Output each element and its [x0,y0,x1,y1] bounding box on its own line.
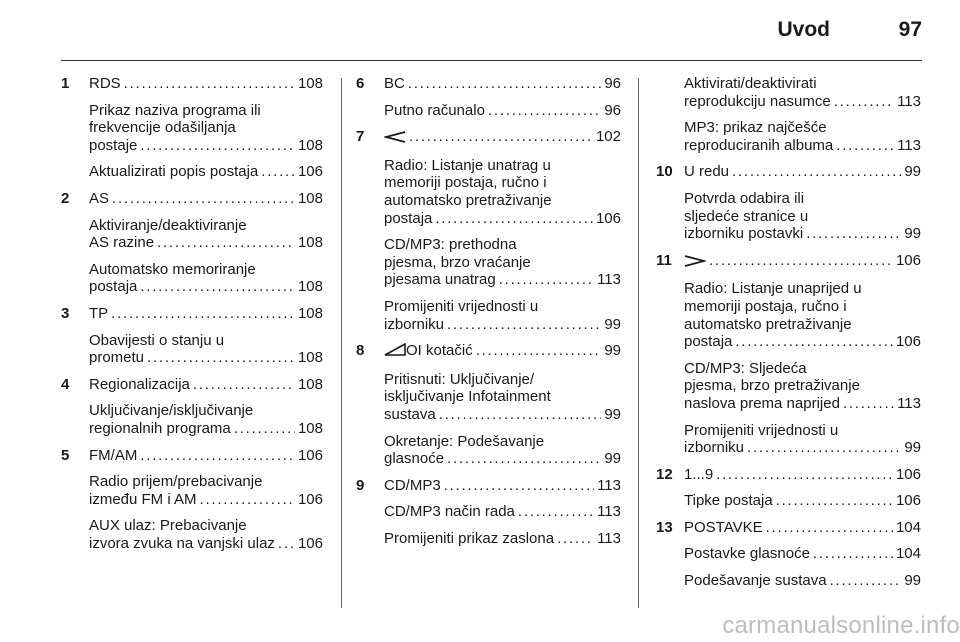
entry-number: 7 [356,128,365,146]
index-item [684,422,921,457]
item-label-text: postaje [89,136,138,154]
index-entry [61,447,323,553]
page-reference[interactable]: 106 [595,209,621,227]
page-reference[interactable]: 96 [604,75,621,92]
item-label-text: TP [89,304,109,322]
page-title: Uvod [777,18,830,41]
item-label [89,75,121,93]
item-label [384,450,444,468]
item-label-text: izborniku postavki [684,225,804,243]
item-row [684,572,921,590]
item-text-line: Pritisnuti: Uključivanje/ [384,370,535,388]
item-row [89,491,323,509]
item-label-text: Putno računalo [384,101,485,119]
index-item [89,217,323,252]
item-text-line: Aktiviranje/deaktiviranje [89,216,247,234]
item-label-text: Postavke glasnoće [684,545,810,563]
index-column-2 [356,75,621,556]
dot-leader [557,530,594,548]
page-reference[interactable]: 104 [895,545,921,563]
item-label [89,535,275,553]
item-label-text: U redu [684,163,730,181]
item-label [684,466,713,484]
index-item [384,342,621,362]
index-item [384,503,621,521]
page-reference[interactable]: 108 [297,375,323,393]
item-label-text: AS [89,189,110,207]
dot-leader [776,492,893,510]
dot-leader [488,102,601,120]
volume-icon [384,343,406,362]
page-reference[interactable]: 106 [297,446,323,464]
item-label-text: Podešavanje sustava [684,572,827,590]
item-label [684,252,706,272]
index-column-1 [61,75,323,561]
page-reference[interactable]: 108 [297,278,323,296]
page-reference[interactable]: 102 [595,128,621,146]
item-label [684,333,732,351]
index-column-3 [656,75,921,599]
index-item [89,163,323,181]
dot-leader [435,210,593,228]
item-label [684,519,763,537]
item-text-line: Radio prijem/prebacivanje [89,473,263,491]
item-label [89,349,144,367]
dot-leader [716,466,893,484]
page-reference[interactable]: 108 [297,304,323,322]
item-label [684,545,810,563]
page-reference[interactable]: 96 [604,101,621,119]
item-label-text: Aktualizirati popis postaja [89,163,259,181]
index-item [684,119,921,154]
index-item [684,252,921,272]
item-text-line: pjesma, brzo pretraživanje [684,377,860,395]
page-reference[interactable]: 106 [895,465,921,483]
index-item [684,190,921,243]
item-row [384,128,621,148]
item-row [684,333,921,351]
item-text-line: memoriji postaja, ručno i [684,297,847,315]
index-entry [61,376,323,438]
item-label [684,395,840,413]
item-label [89,137,137,155]
item-text-line: frekvencije odašiljanja [89,119,236,137]
dot-leader [261,163,295,181]
item-label [384,406,436,424]
header-divider [61,60,922,61]
index-item [89,332,323,367]
item-text-line: Potvrda odabira ili [684,189,805,207]
page-reference[interactable]: 99 [604,450,621,468]
page-reference[interactable]: 108 [297,419,323,437]
item-label [684,137,833,155]
item-label-text: FM/AM [89,446,138,464]
item-row [384,406,621,424]
dot-leader [499,271,594,289]
seek-forward-icon [684,254,706,272]
item-row [89,305,323,323]
entry-number: 4 [61,375,70,393]
item-text-line: automatsko pretraživanje [684,315,852,333]
page-reference[interactable]: 106 [895,251,921,269]
entry-number: 12 [656,465,673,483]
seek-back-icon [384,130,406,148]
entry-number: 10 [656,163,673,181]
page-reference[interactable]: 104 [895,518,921,536]
index-entry [656,466,921,510]
item-label [684,93,831,111]
item-label [89,491,197,509]
dot-leader [409,128,593,146]
item-row [89,137,323,155]
page-reference[interactable]: 99 [604,315,621,333]
item-label-text: BC [384,75,405,92]
item-text-line: isključivanje Infotainment [384,388,551,406]
page-reference[interactable]: 99 [904,439,921,457]
item-label [684,163,729,181]
item-text-line: Uključivanje/isključivanje [89,402,254,420]
index-entry [356,342,621,468]
dot-leader [476,342,602,360]
item-row [684,137,921,155]
item-text-line: automatsko pretraživanje [384,191,552,209]
index-item [384,157,621,227]
page-reference[interactable]: 113 [597,529,621,547]
item-text-line: sljedeće stranice u [684,207,809,225]
page-reference[interactable]: 113 [897,92,921,110]
item-row [684,466,921,484]
index-item [384,102,621,120]
item-row [684,225,921,243]
item-row [684,439,921,457]
dot-leader [518,503,594,521]
item-row [89,278,323,296]
item-text-line: Promijeniti vrijednosti u [684,421,839,439]
index-item [384,433,621,468]
index-item [89,305,323,323]
item-row [89,349,323,367]
page-reference[interactable]: 106 [895,333,921,351]
page-reference[interactable]: 99 [904,572,921,590]
item-row [384,271,621,289]
item-label-text: pjesama unatrag [384,271,496,289]
item-label [89,376,190,394]
index-item [684,466,921,484]
index-item [384,477,621,495]
item-text-line: CD/MP3: prethodna [384,236,517,254]
dot-leader [732,163,901,181]
index-entry [356,75,621,119]
item-row [89,163,323,181]
item-text-line: Prikaz naziva programa ili [89,101,261,119]
dot-leader [843,395,894,413]
index-item [384,75,621,93]
item-label [384,210,432,228]
item-row [89,535,323,553]
item-row [384,342,621,362]
item-label-text: OI kotačić [406,342,473,360]
item-text-line: Automatsko memoriranje [89,260,256,278]
item-label [684,492,773,510]
item-label-text: Tipke postaja [684,492,773,510]
index-item [89,75,323,93]
entry-number: 6 [356,75,365,92]
dot-leader [747,439,901,457]
dot-leader [813,545,893,563]
item-row [684,252,921,272]
dot-leader [140,447,295,465]
watermark: carmanualsonline.info [722,612,960,639]
index-item [684,360,921,413]
item-label [384,503,515,521]
index-item [89,261,323,296]
index-item [384,128,621,148]
dot-leader [709,252,893,270]
item-text-line: Radio: Listanje unatrag u [384,156,551,174]
index-entry [61,75,323,181]
dot-leader [408,75,601,93]
index-entry [656,519,921,590]
page-reference[interactable]: 106 [895,492,921,510]
item-text-line: Okretanje: Podešavanje [384,432,545,450]
index-item [684,545,921,563]
page-reference[interactable]: 99 [604,405,621,423]
item-text-line: Promijeniti vrijednosti u [384,297,539,315]
entry-number: 2 [61,189,70,207]
item-text-line: pjesma, brzo vraćanje [384,253,531,271]
item-row [384,503,621,521]
item-label [684,572,827,590]
item-label-text: postaja [89,278,138,296]
dot-leader [830,572,902,590]
item-text-line: Radio: Listanje unaprijed u [684,280,862,298]
dot-leader [439,406,602,424]
item-label-text: između FM i AM [89,490,197,508]
item-label-text: regionalnih programa [89,419,231,437]
page-reference[interactable]: 99 [904,163,921,181]
item-row [384,210,621,228]
dot-leader [140,278,295,296]
column-divider [341,78,342,608]
item-text-line: memoriji postaja, ručno i [384,174,547,192]
item-row [684,545,921,563]
item-label-text: reproduciranih albuma [684,136,834,154]
item-label [684,225,803,243]
item-label [89,447,137,465]
dot-leader [193,376,295,394]
entry-number: 13 [656,518,673,536]
item-text-line: AUX ulaz: Prebacivanje [89,517,247,535]
item-label-text: izborniku [384,315,445,333]
item-label-text: CD/MP3 način rada [384,503,515,521]
index-entry [356,128,621,333]
entry-number: 3 [61,304,70,322]
page-number: 97 [898,18,922,41]
index-entry [61,190,323,296]
item-label [384,342,473,362]
dot-leader [447,450,601,468]
entry-number: 5 [61,446,70,464]
item-label-text: RDS [89,75,121,92]
index-item [89,473,323,508]
item-label [89,163,258,181]
page-reference[interactable]: 106 [297,534,323,552]
item-label [384,128,406,148]
page-reference[interactable]: 108 [297,189,323,207]
item-label [89,278,137,296]
item-row [384,450,621,468]
index-item [684,572,921,590]
item-row [89,190,323,208]
dot-leader [200,491,295,509]
index-item [89,447,323,465]
page-reference[interactable]: 113 [597,503,621,521]
page-reference[interactable]: 106 [297,163,323,181]
index-entry [656,163,921,242]
entry-number: 11 [656,251,672,269]
page-reference[interactable]: 113 [597,271,621,289]
page-reference[interactable]: 113 [897,394,921,412]
page-reference[interactable]: 113 [597,476,621,494]
item-label-text: naslova prema naprijed [684,394,840,412]
index-entry [656,252,921,457]
item-row [684,93,921,111]
page-reference[interactable]: 106 [297,490,323,508]
index-item [684,163,921,181]
item-label-text: AS razine [89,234,155,252]
item-label-text: Regionalizacija [89,375,190,393]
item-label [384,530,554,548]
item-row [89,447,323,465]
item-row [89,75,323,93]
dot-leader [112,190,295,208]
index-entry [656,75,921,154]
item-label-text: Promijeniti prikaz zaslona [384,529,555,547]
entry-number: 9 [356,476,365,494]
item-row [684,163,921,181]
column-divider [638,78,639,608]
item-row [384,316,621,334]
index-item [89,402,323,437]
item-label [384,271,496,289]
index-entry [356,477,621,548]
item-label [89,190,109,208]
dot-leader [766,519,893,537]
item-label [384,75,405,93]
item-row [89,376,323,394]
item-row [89,420,323,438]
item-label-text: reprodukciju nasumce [684,92,831,110]
page-reference[interactable]: 108 [297,234,323,252]
dot-leader [234,420,295,438]
item-row [384,102,621,120]
item-text-line: Aktivirati/deaktivirati [684,75,817,92]
item-label-text: postaja [684,333,733,351]
page-header [0,0,960,64]
dot-leader [444,477,594,495]
dot-leader [836,137,894,155]
page-reference[interactable]: 108 [297,136,323,154]
item-row [684,492,921,510]
item-label [89,305,108,323]
index-item [684,75,921,110]
dot-leader [735,333,893,351]
index-item [384,371,621,424]
item-row [684,519,921,537]
item-label [384,102,485,120]
item-label-text: glasnoće [384,450,445,468]
index-item [684,519,921,537]
item-label [384,477,441,495]
dot-leader [806,225,901,243]
item-label-text: 1...9 [684,465,714,483]
index-item [89,102,323,155]
page-reference[interactable]: 113 [897,136,921,154]
item-row [384,75,621,93]
index-entry [61,305,323,367]
entry-number: 8 [356,342,365,360]
dot-leader [140,137,295,155]
page-reference[interactable]: 99 [604,342,621,360]
index-item [384,236,621,289]
item-label-text: izvora zvuka na vanjski ulaz [89,534,275,552]
index-item [89,190,323,208]
item-label-text: izborniku [684,439,745,457]
dot-leader [447,316,601,334]
item-label [89,234,154,252]
page-reference[interactable]: 108 [297,349,323,367]
index-item [89,517,323,552]
index-item [384,298,621,333]
page-reference[interactable]: 108 [297,75,323,92]
item-label [89,420,231,438]
item-text-line: CD/MP3: Sljedeća [684,359,807,377]
item-row [384,477,621,495]
dot-leader [157,234,295,252]
index-item [684,280,921,350]
entry-number: 1 [61,75,70,92]
dot-leader [834,93,894,111]
dot-leader [111,305,295,323]
index-item [89,376,323,394]
item-label-text: POSTAVKE [684,518,763,536]
item-text-line: MP3: prikaz najčešće [684,119,827,137]
dot-leader [147,349,295,367]
item-row [384,530,621,548]
index-item [384,530,621,548]
index-item [684,492,921,510]
page-reference[interactable]: 99 [904,225,921,243]
item-label-text: postaja [384,209,433,227]
item-text-line: Obavijesti o stanju u [89,331,225,349]
item-label [684,439,744,457]
item-label [384,316,444,334]
item-row [89,234,323,252]
item-label-text: sustava [384,405,436,423]
item-row [684,395,921,413]
item-label-text: CD/MP3 [384,476,441,494]
dot-leader [278,535,295,553]
dot-leader [124,75,295,93]
item-label-text: prometu [89,349,145,367]
